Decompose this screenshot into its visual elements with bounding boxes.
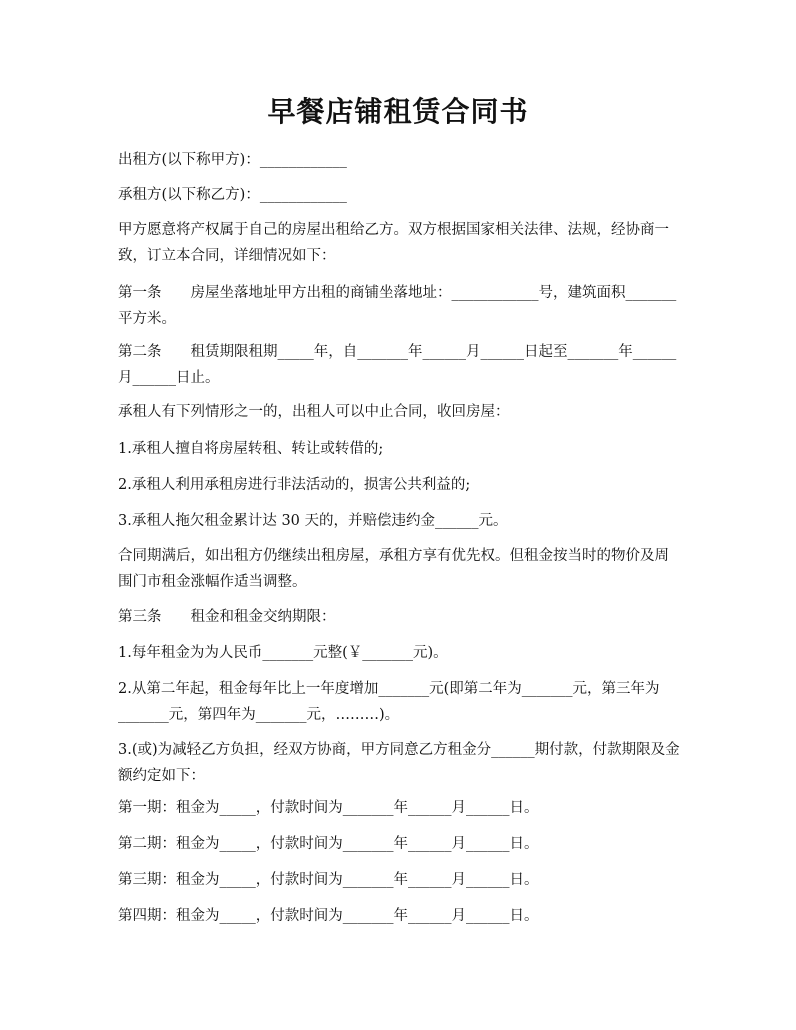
installment-3: 第三期：租金为_____，付款时间为_______年______月______日。 [118,872,539,888]
termination-item-2: 2.承租人利用承租房进行非法活动的，损害公共利益的; [118,477,471,493]
termination-item-1: 1.承租人擅自将房屋转租、转让或转借的; [118,441,384,457]
preamble-paragraph: 甲方愿意将产权属于自己的房屋出租给乙方。双方根据国家相关法律、法规，经协商一致，订立本合同，详细情况如下： [118,222,669,264]
rent-item-3: 3.(或)为减轻乙方负担，经双方协商，甲方同意乙方租金分______期付款，付款期限及金额约定如下： [118,742,680,784]
installment-4: 第四期：租金为_____，付款时间为_______年______月______日。 [118,908,539,924]
rent-item-1: 1.每年租金为为人民币_______元整(￥_______元)。 [118,645,448,661]
lessor-line: 出租方(以下称甲方)：____________ [118,152,347,168]
lessee-line: 承租方(以下称乙方)：____________ [118,187,347,203]
article-1-paragraph: 第一条 房屋坐落地址甲方出租的商铺坐落地址：____________号，建筑面积_______平方米。 [118,285,677,327]
document-title: 早餐店铺租赁合同书 [267,95,529,128]
article-3-heading: 第三条 租金和租金交纳期限： [118,609,336,625]
installment-1: 第一期：租金为_____，付款时间为_______年______月______日。 [118,800,539,816]
installment-2: 第二期：租金为_____，付款时间为_______年______月______日。 [118,836,539,852]
rent-item-2: 2.从第二年起，租金每年比上一年度增加_______元(即第二年为_______元，第三年为_______元，第四年为_______元，………)。 [118,681,660,723]
renewal-paragraph: 合同期满后，如出租方仍继续出租房屋，承租方享有优先权。但租金按当时的物价及周围门市租金涨幅作适当调整。 [118,548,669,590]
termination-intro: 承租人有下列情形之一的，出租人可以中止合同，收回房屋： [118,404,510,420]
article-2-paragraph: 第二条 租赁期限租期_____年，自_______年______月______日起至_______年______月______日止。 [118,344,677,386]
termination-item-3: 3.承租人拖欠租金累计达 30 天的，并赔偿违约金______元。 [118,513,508,529]
